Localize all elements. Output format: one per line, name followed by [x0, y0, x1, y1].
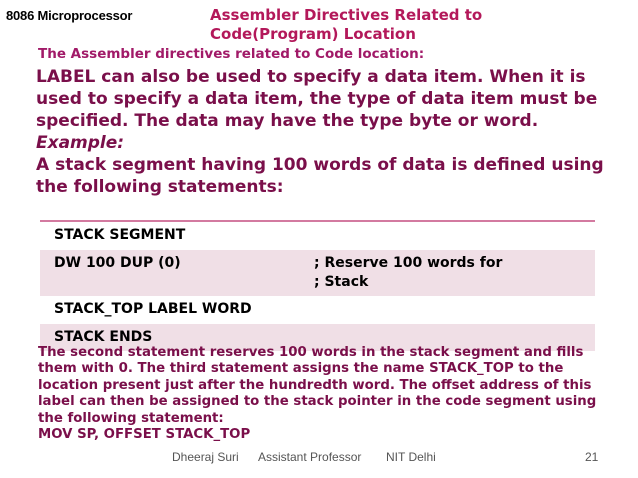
lead-line: The Assembler directives related to Code location:	[38, 46, 425, 62]
code-cell: STACK ENDS	[54, 329, 153, 345]
slide-title: Assembler Directives Related to Code(Program) Location	[210, 6, 483, 43]
page-number: 21	[585, 450, 599, 464]
comment-cell	[314, 226, 581, 245]
explanation-text: The second statement reserves 100 words in the stack segment and fills them with 0. The third statement assigns the name STACK_TOP to the location present just after the hundredth word. The offset address of this label can then be assigned to the stack pointer in the code segment using the following statement:	[38, 345, 597, 426]
table-row	[40, 222, 595, 249]
code-cell: DW 100 DUP (0)	[54, 255, 181, 271]
example-text: A stack segment having 100 words of data is defined using the following statements:	[36, 155, 604, 197]
corner-label: 8086 Microprocessor	[6, 8, 133, 23]
table-row	[40, 249, 595, 296]
explanation-block	[38, 345, 624, 443]
code-table	[40, 220, 595, 351]
footer-author: Dheeraj Suri	[172, 450, 239, 464]
comment-cell	[314, 254, 581, 292]
final-statement: MOV SP, OFFSET STACK_TOP	[38, 427, 251, 443]
footer-institution: NIT Delhi	[386, 450, 436, 464]
code-cell: STACK SEGMENT	[54, 227, 186, 243]
footer-role: Assistant Professor	[258, 450, 362, 464]
comment-line: ; Stack	[314, 274, 369, 290]
main-text-block	[36, 66, 608, 198]
example-label: Example:	[36, 133, 125, 153]
comment-line: ; Reserve 100 words for	[314, 255, 503, 271]
code-cell: STACK_TOP LABEL WORD	[54, 301, 252, 317]
table-row	[40, 296, 595, 323]
main-paragraph: LABEL can also be used to specify a data item. When it is used to specify a data item, the type of data item must be specified. The data may have the type byte or word.	[36, 67, 598, 131]
comment-cell	[314, 300, 581, 319]
